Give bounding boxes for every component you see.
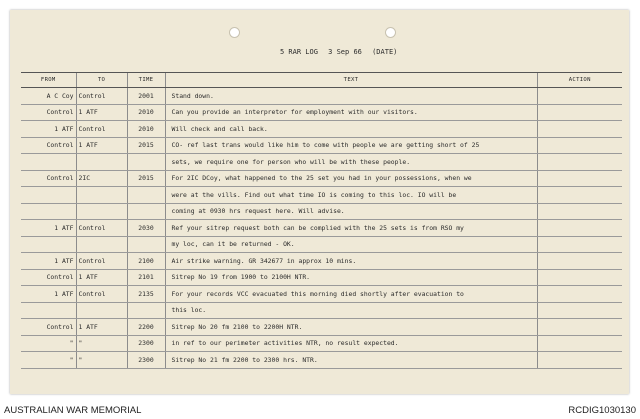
cell-to: 1 ATF <box>76 104 127 121</box>
log-entry-row <box>21 88 622 105</box>
cell-action <box>537 137 622 154</box>
cell-to <box>76 154 127 171</box>
cell-from: Control <box>21 269 76 286</box>
cell-time <box>127 203 165 220</box>
log-entry-row <box>21 253 622 270</box>
cell-text: For your records VCC evacuated this morning died shortly after evacuation to <box>165 286 537 303</box>
log-entry-row <box>21 154 622 171</box>
log-entry-row <box>21 170 622 187</box>
cell-time: 2100 <box>127 253 165 270</box>
log-entry-row <box>21 187 622 204</box>
cell-text: Sitrep No 21 fm 2200 to 2300 hrs. NTR. <box>165 352 537 369</box>
cell-to: " <box>76 352 127 369</box>
cell-time: 2010 <box>127 121 165 138</box>
cell-action <box>537 286 622 303</box>
cell-to <box>76 203 127 220</box>
cell-to: 1 ATF <box>76 269 127 286</box>
cell-from: Control <box>21 170 76 187</box>
cell-action <box>537 88 622 105</box>
column-header-from: FROM <box>21 73 76 88</box>
log-entry-row <box>21 335 622 352</box>
log-sheet <box>10 10 629 394</box>
cell-time: 2200 <box>127 319 165 336</box>
log-entry-row <box>21 319 622 336</box>
cell-text: Sitrep No 20 fm 2100 to 2200H NTR. <box>165 319 537 336</box>
log-entry-row <box>21 203 622 220</box>
cell-text: For 2IC DCoy, what happened to the 25 set you had in your possessions, when we <box>165 170 537 187</box>
cell-action <box>537 104 622 121</box>
cell-time: 2015 <box>127 137 165 154</box>
cell-from: Control <box>21 137 76 154</box>
column-header-action: ACTION <box>537 73 622 88</box>
punch-hole-left <box>229 27 240 38</box>
cell-to: 1 ATF <box>76 319 127 336</box>
cell-text: Stand down. <box>165 88 537 105</box>
cell-time <box>127 154 165 171</box>
cell-from <box>21 236 76 253</box>
log-entry-row <box>21 302 622 319</box>
log-table <box>21 72 622 369</box>
log-entry-row <box>21 104 622 121</box>
cell-action <box>537 236 622 253</box>
cell-from <box>21 203 76 220</box>
log-date-label: (DATE) <box>372 48 398 56</box>
log-entries <box>21 88 622 369</box>
cell-to: 1 ATF <box>76 137 127 154</box>
cell-time: 2135 <box>127 286 165 303</box>
cell-text: this loc. <box>165 302 537 319</box>
cell-action <box>537 302 622 319</box>
log-title: 5 RAR LOG <box>280 48 318 56</box>
archive-name: AUSTRALIAN WAR MEMORIAL <box>4 405 142 416</box>
log-table-header <box>21 73 622 88</box>
cell-from: A C Coy <box>21 88 76 105</box>
cell-time: 2300 <box>127 335 165 352</box>
cell-to <box>76 302 127 319</box>
cell-to <box>76 187 127 204</box>
column-header-to: TO <box>76 73 127 88</box>
cell-to: Control <box>76 220 127 237</box>
cell-to: Control <box>76 121 127 138</box>
column-header-text: TEXT <box>165 73 537 88</box>
log-entry-row <box>21 286 622 303</box>
log-entry-row <box>21 236 622 253</box>
cell-action <box>537 319 622 336</box>
cell-time: 2030 <box>127 220 165 237</box>
cell-time: 2015 <box>127 170 165 187</box>
cell-from: 1 ATF <box>21 286 76 303</box>
cell-action <box>537 253 622 270</box>
cell-to <box>76 236 127 253</box>
cell-from: " <box>21 352 76 369</box>
cell-from <box>21 154 76 171</box>
cell-from <box>21 302 76 319</box>
cell-text: Will check and call back. <box>165 121 537 138</box>
cell-text: were at the vills. Find out what time IO is coming to this loc. IO will be <box>165 187 537 204</box>
cell-action <box>537 203 622 220</box>
cell-to: Control <box>76 253 127 270</box>
cell-time: 2300 <box>127 352 165 369</box>
cell-action <box>537 220 622 237</box>
cell-to: Control <box>76 88 127 105</box>
cell-time <box>127 302 165 319</box>
cell-from: 1 ATF <box>21 253 76 270</box>
cell-to: Control <box>76 286 127 303</box>
cell-text: Can you provide an interpretor for employment with our visitors. <box>165 104 537 121</box>
log-entry-row <box>21 121 622 138</box>
cell-time: 2010 <box>127 104 165 121</box>
cell-from: Control <box>21 319 76 336</box>
cell-to: " <box>76 335 127 352</box>
cell-from <box>21 187 76 204</box>
cell-text: coming at 0930 hrs request here. Will advise. <box>165 203 537 220</box>
cell-text: Air strike warning. GR 342677 in approx 10 mins. <box>165 253 537 270</box>
cell-time: 2001 <box>127 88 165 105</box>
cell-time <box>127 236 165 253</box>
log-entry-row <box>21 220 622 237</box>
cell-action <box>537 170 622 187</box>
cell-text: in ref to our perimeter activities NTR, no result expected. <box>165 335 537 352</box>
log-entry-row <box>21 137 622 154</box>
cell-action <box>537 335 622 352</box>
log-entry-row <box>21 269 622 286</box>
cell-action <box>537 269 622 286</box>
log-heading <box>280 48 403 56</box>
cell-time <box>127 187 165 204</box>
punch-hole-right <box>385 27 396 38</box>
cell-text: CO- ref last trans would like him to come with people we are getting short of 25 <box>165 137 537 154</box>
cell-from: Control <box>21 104 76 121</box>
cell-from: 1 ATF <box>21 121 76 138</box>
column-header-time: TIME <box>127 73 165 88</box>
cell-text: my loc, can it be returned - OK. <box>165 236 537 253</box>
cell-from: " <box>21 335 76 352</box>
log-date: 3 Sep 66 <box>328 48 362 56</box>
cell-text: Ref your sitrep request both can be complied with the 25 sets is from RSO my <box>165 220 537 237</box>
cell-text: Sitrep No 19 from 1900 to 2100H NTR. <box>165 269 537 286</box>
cell-time: 2101 <box>127 269 165 286</box>
cell-action <box>537 121 622 138</box>
cell-text: sets, we require one for person who will be with these people. <box>165 154 537 171</box>
cell-action <box>537 187 622 204</box>
cell-from: 1 ATF <box>21 220 76 237</box>
archive-reference: RCDIG1030130 <box>568 405 636 416</box>
cell-to: 2IC <box>76 170 127 187</box>
cell-action <box>537 352 622 369</box>
cell-action <box>537 154 622 171</box>
archive-footer <box>0 402 640 419</box>
log-entry-row <box>21 352 622 369</box>
